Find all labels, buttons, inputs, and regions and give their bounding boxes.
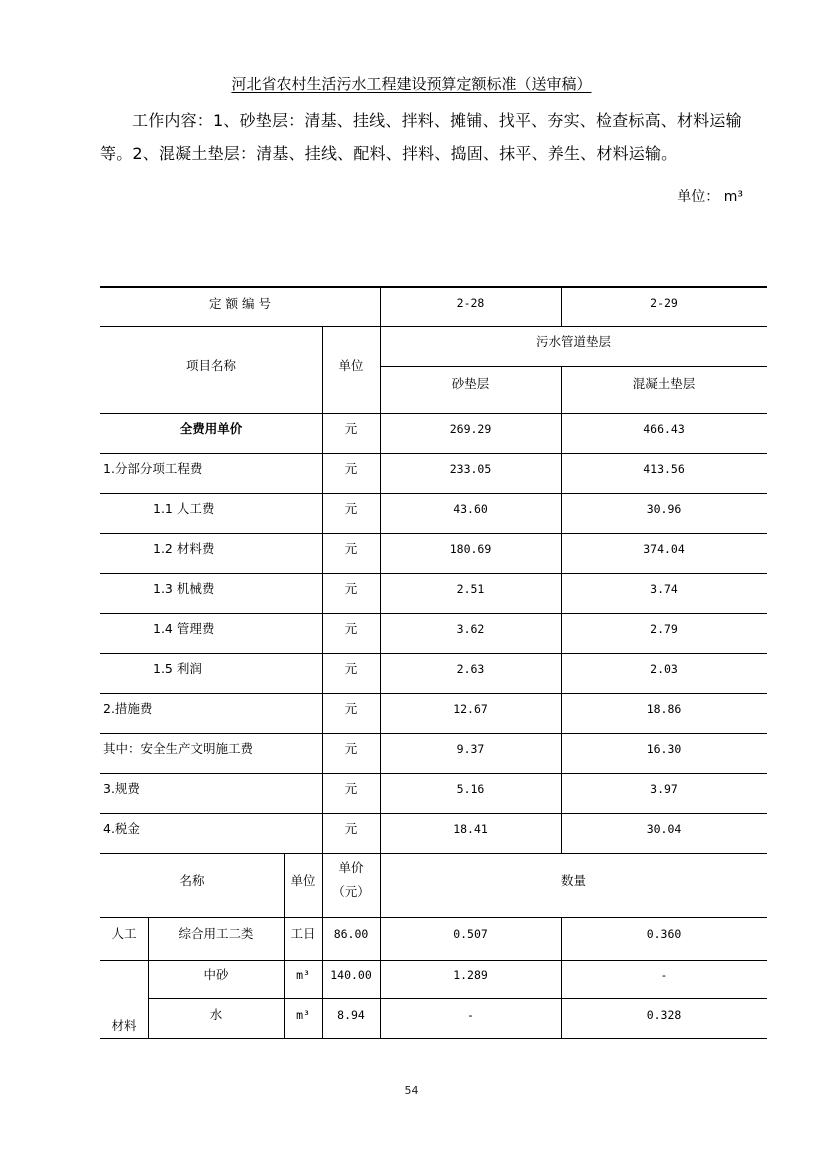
cost-row-name: 1.分部分项工程费 [103,461,203,476]
divider [100,413,767,414]
subitem-sand: 砂垫层 [451,376,490,391]
divider [100,733,767,734]
divider [100,493,767,494]
resource-price: 8.94 [337,1008,365,1022]
resource-price-header-line2: （元） [332,884,370,899]
cost-row-name: 3.规费 [103,781,140,796]
cost-row-name: 其中：安全生产文明施工费 [103,741,254,756]
resource-unit-header: 单位 [290,873,316,888]
divider [148,998,767,999]
resource-name-header: 名称 [179,873,205,888]
divider [100,773,767,774]
cost-row-unit: 元 [344,421,358,436]
quota-code-2-28: 2-28 [456,296,485,310]
cost-row-name: 1.5 利润 [153,661,202,676]
divider [100,573,767,574]
cost-row-name: 1.2 材料费 [153,541,215,556]
resource-unit: m³ [296,1008,310,1022]
cost-row-name: 4.税金 [103,821,140,836]
resource-quantity: - [660,968,668,982]
cost-row-unit: 元 [344,621,358,636]
cost-row-value: 43.60 [453,502,488,516]
cost-row-unit: 元 [344,781,358,796]
divider [100,326,767,327]
resource-unit: 工日 [290,926,316,941]
resource-quantity: 0.507 [453,927,488,941]
resource-price: 140.00 [330,968,372,982]
page-number: 54 [404,1084,419,1097]
cost-row-value: 233.05 [449,462,492,476]
unit-label: 单位： m³ [677,189,743,205]
cost-row-unit: 元 [344,741,358,756]
resource-category: 人工 [111,926,137,941]
cost-row-value: 30.04 [646,822,682,836]
resource-category: 材料 [111,1018,137,1033]
divider [561,366,562,853]
resource-name: 中砂 [203,967,229,982]
cost-row-value: 180.69 [449,542,492,556]
cost-row-value: 3.74 [650,582,678,596]
cost-row-value: 18.86 [646,702,682,716]
cost-row-unit: 元 [344,821,358,836]
resource-quantity-header: 数量 [560,873,586,888]
cost-row-value: 5.16 [456,782,485,796]
unit-header: 单位 [338,358,364,373]
cost-row-value: 18.41 [453,822,488,836]
table-top-border [100,286,767,288]
cost-row-value: 466.43 [643,422,685,436]
divider [100,613,767,614]
resource-name: 综合用工二类 [178,926,254,941]
cost-row-unit: 元 [344,661,358,676]
cost-row-name: 全费用单价 [179,421,243,436]
cost-row-value: 374.04 [643,542,685,556]
cost-row-value: 2.03 [650,662,678,676]
cost-row-value: 16.30 [646,742,682,756]
cost-row-name: 1.4 管理费 [153,621,215,636]
subitem-concrete: 混凝土垫层 [632,376,696,391]
resource-quantity: 1.289 [453,968,488,982]
divider [100,693,767,694]
cost-row-value: 12.67 [453,702,488,716]
resource-price: 86.00 [333,927,369,941]
cost-row-name: 1.3 机械费 [153,581,215,596]
cost-row-value: 9.37 [456,742,485,756]
cost-row-value: 2.63 [456,662,485,676]
work-content: 工作内容：1、砂垫层：清基、挂线、拌料、摊铺、找平、夯实、检查标高、材料运输等。2、混凝土垫层：清基、挂线、配料、拌料、捣固、抹平、养生、材料运输。 [100,111,742,163]
resource-unit: m³ [296,968,310,982]
document-title: 河北省农村生活污水工程建设预算定额标准（送审稿） [231,75,592,93]
resource-quantity: 0.360 [646,927,682,941]
cost-row-value: 3.62 [456,622,485,636]
cost-row-value: 269.29 [449,422,492,436]
cost-row-value: 2.51 [456,582,485,596]
item-name-header: 项目名称 [185,358,236,373]
cost-row-unit: 元 [344,461,358,476]
cost-row-value: 3.97 [650,782,678,796]
resource-quantity: 0.328 [646,1008,682,1022]
divider [100,813,767,814]
resource-price-header-line1: 单价 [338,860,364,875]
group-header: 污水管道垫层 [535,334,611,349]
cost-row-name: 2.措施费 [103,701,153,716]
cost-row-unit: 元 [344,581,358,596]
divider [100,960,767,961]
table-bottom-border [100,1038,767,1039]
quota-table [100,286,767,1038]
cost-row-unit: 元 [344,501,358,516]
divider [100,917,767,918]
divider [100,653,767,654]
resource-name: 水 [209,1007,223,1022]
divider [100,853,767,854]
cost-row-unit: 元 [344,701,358,716]
quota-code-label: 定 额 编 号 [209,296,271,311]
divider [100,453,767,454]
cost-row-name: 1.1 人工费 [153,501,215,516]
cost-row-value: 2.79 [650,622,678,636]
quota-code-2-29: 2-29 [650,296,678,310]
cost-row-value: 30.96 [646,502,682,516]
cost-row-unit: 元 [344,541,358,556]
divider [380,286,381,853]
divider [100,533,767,534]
resource-quantity: - [467,1008,474,1022]
cost-row-value: 413.56 [643,462,685,476]
divider [380,366,767,367]
